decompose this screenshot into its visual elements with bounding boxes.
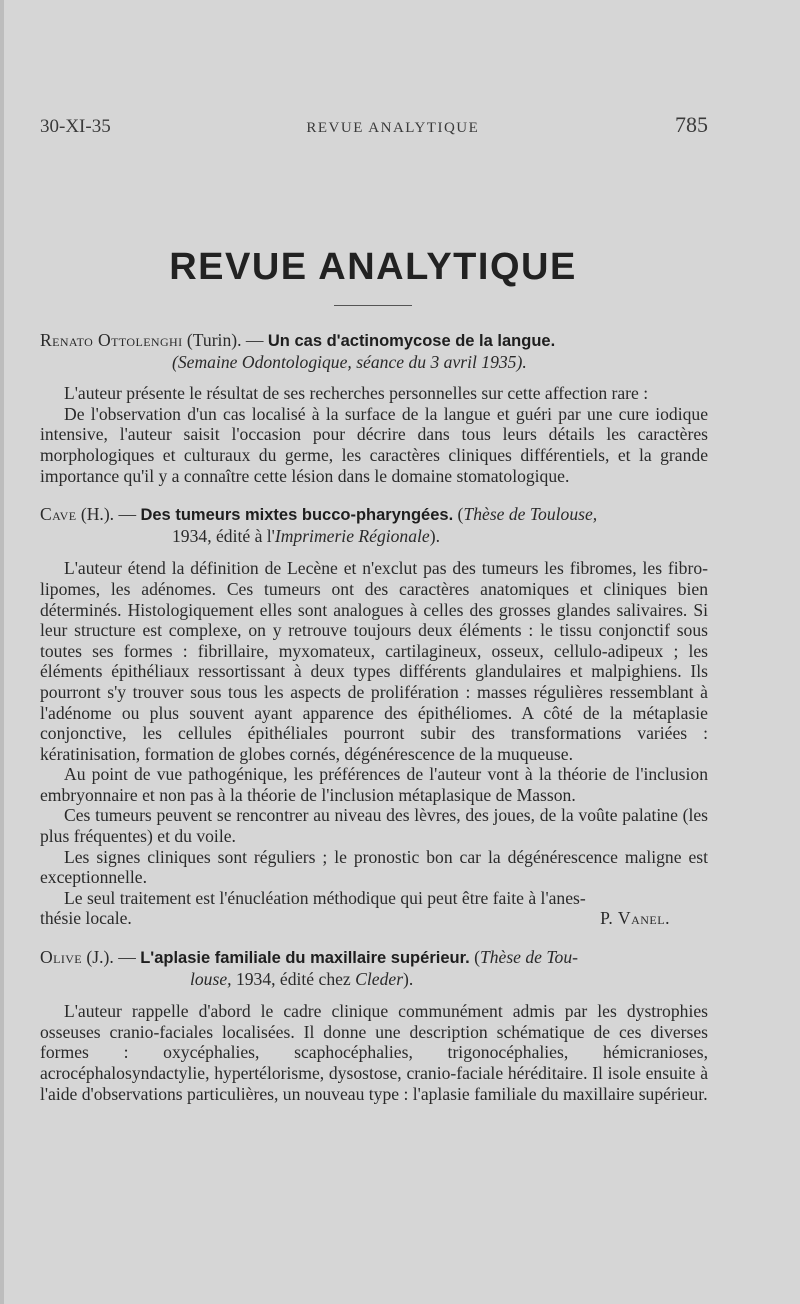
review-entry [40,330,708,486]
entry-source-close: ). [429,525,440,546]
entry-heading [40,504,708,546]
entry-title: Des tumeurs mixtes bucco-pharyngées. [140,506,454,525]
entry-source-year: 1934, édité à l' [172,525,275,546]
entry-author: Olive [40,947,83,968]
entry-paragraph: De l'observation d'un cas localisé à la surface de la langue et guéri par une cure iodique intensive, l'auteur saisit l'occasion pour décrire dans tous leurs détails les caractères morphologiques et culturaux du germe, les caractères cliniques différentiels, et la grande importance qu'il y a connaître cette lésion dans le domaine stomatologique. [40,403,708,486]
entry-source-cont: louse, [190,968,232,989]
entry-title: L'aplasie familiale du maxillaire supérieur. [140,949,470,968]
journal-name: REVUE ANALYTIQUE [306,120,480,136]
entry-title: Un cas d'actinomycose de la langue. [267,332,556,350]
entry-paragraph: Au point de vue pathogénique, les préférences de l'auteur vont à la théorie de l'inclusion embryonnaire et non pas à la théorie de l'inclusion métaplasique de Masson. [40,764,708,805]
entry-source-year: 1934, édité chez [231,968,356,989]
review-entry [40,504,708,929]
entry-heading [40,947,708,989]
review-content [40,330,708,1104]
title-divider [334,305,412,306]
entry-paragraph: Le seul traitement est l'énucléation méthodique qui peut être faite à l'anes- [64,887,586,908]
page-number: 785 [674,112,708,137]
entry-publisher: Cleder [355,968,404,989]
entry-heading [40,330,708,372]
entry-location: (J.). — [82,947,141,968]
page-title: REVUE ANALYTIQUE [169,246,577,288]
entry-source-open: ( [453,504,464,525]
running-head [40,112,708,138]
entry-paragraph: Les signes cliniques sont réguliers ; le pronostic bon car la dégénérescence maligne est exceptionnelle. [40,846,708,888]
entry-location: (Turin). — [182,330,268,350]
entry-source-line [40,969,708,990]
review-entry [40,947,708,1104]
entry-author: Cave [40,504,77,525]
entry-paragraph: Ces tumeurs peuvent se rencontrer au niveau des lèvres, des joues, de la voûte palatine (les plus fréquentes) et du voile. [40,805,708,847]
entry-source-line [40,526,708,547]
entry-publisher: Imprimerie Régionale [274,525,430,546]
entry-source: Thèse de Tou- [479,947,579,968]
entry-location: (H.). — [76,504,141,525]
entry-paragraph: L'auteur rappelle d'abord le cadre clinique communément admis par les dystrophies osseuses cranio-faciales localisées. Il donne une description schématique de ces diverses formes : oxycéphalies, scaphocéphalies, trigonocéphalies, hémicranioses, acrocéphalosyndactylie, hypertélorisme, dysostose, cranio-faciale héréditaire. Il isole ensuite à l'aide d'observations particulières, un nouveau type : l'aplasie familiale du maxillaire supérieur. [40,1001,708,1104]
reviewer-signature: P. Vanel. [600,908,670,929]
page-edge [0,0,4,1304]
entry-source: Thèse de Toulouse, [463,504,598,525]
issue-date: 30-XI-35 [40,116,111,137]
entry-source-open: ( [469,947,480,968]
entry-author: Renato Ottolenghi [40,330,183,350]
entry-paragraph-end: thésie locale. [40,908,132,929]
entry-paragraph: L'auteur présente le résultat de ses recherches personnelles sur cette affection rare : [64,383,649,404]
entry-source: (Semaine Odontologique, séance du 3 avril 1935). [172,351,527,372]
entry-paragraph: L'auteur étend la définition de Lecène et n'exclut pas des tumeurs les fibromes, les fibro-lipomes, les adénomes. Ces tumeurs ont des caractères anatomiques et cliniques bien déterminés. Histologiquement elles sont analogues à celles des grosses glandes salivaires. Si leur structure est complexe, on y retrouve toujours deux éléments : le tissu conjonctif sous toutes ses formes : fibrillaire, myxomateux, cartilagineux, osseux, cellulo-adipeux ; les éléments épithéliaux ressortissant à deux types différents glandulaires et malpighiens. Ils pourront s'y trouver sous tous les aspects de prolifération : masses régulières ressemblant à l'adénome ou plus souvent ayant apparence des épithéliomes. A côté de la métaplasie conjonctive, les cellules épithéliales pourront subir des transformations variées : kératinisation, formation de globes cornés, dégénérescence de la muqueuse. [40,558,708,764]
entry-source-close: ). [403,968,414,989]
signature-line [40,908,708,929]
